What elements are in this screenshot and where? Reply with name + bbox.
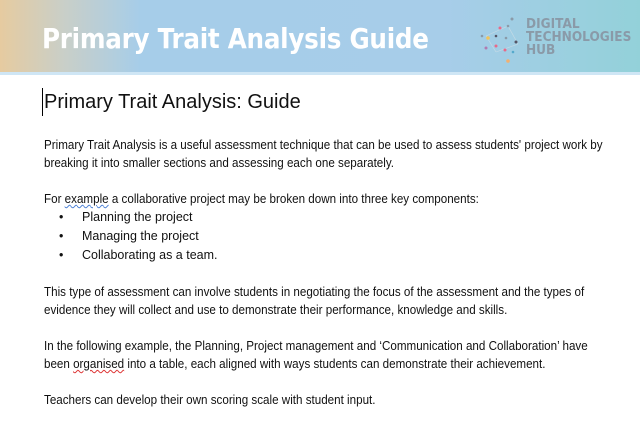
digital-technologies-hub-logo: [478, 16, 638, 66]
document-heading: Primary Trait Analysis: Guide: [42, 88, 614, 116]
grammar-flag[interactable]: example: [64, 192, 109, 206]
logo-text-line: TECHNOLOGIES: [526, 29, 632, 45]
list-item: • Planning the project: [44, 208, 614, 227]
logo-text-line: DIGITAL: [526, 16, 580, 32]
bullet-list: [44, 208, 614, 265]
list-item: • Collaborating as a team.: [44, 246, 614, 265]
list-item: • Managing the project: [44, 227, 614, 246]
network-dots-icon: [478, 16, 524, 64]
banner-title: Primary Trait Analysis Guide: [42, 22, 429, 55]
document-body[interactable]: [44, 88, 614, 427]
header-banner: [0, 0, 640, 75]
paragraph: In the following example, the Planning, Project management and ‘Communication and Collaboration’ have been organised into a table, each aligned with ways students can demonstrate their achievement.: [44, 339, 588, 371]
paragraph: For example a collaborative project may be broken down into three key components:: [44, 192, 479, 206]
paragraph: This type of assessment can involve students in negotiating the focus of the assessment and the types of evidence they will collect and use to demonstrate their performance, knowledge and skills.: [44, 285, 585, 317]
spelling-flag[interactable]: organised: [73, 357, 125, 371]
paragraph: Primary Trait Analysis is a useful assessment technique that can be used to assess students' project work by breaking it into smaller sections and assessing each one separately.: [44, 138, 603, 170]
paragraph: Teachers can develop their own scoring scale with student input.: [44, 393, 376, 407]
logo-text-line: HUB: [526, 42, 556, 58]
